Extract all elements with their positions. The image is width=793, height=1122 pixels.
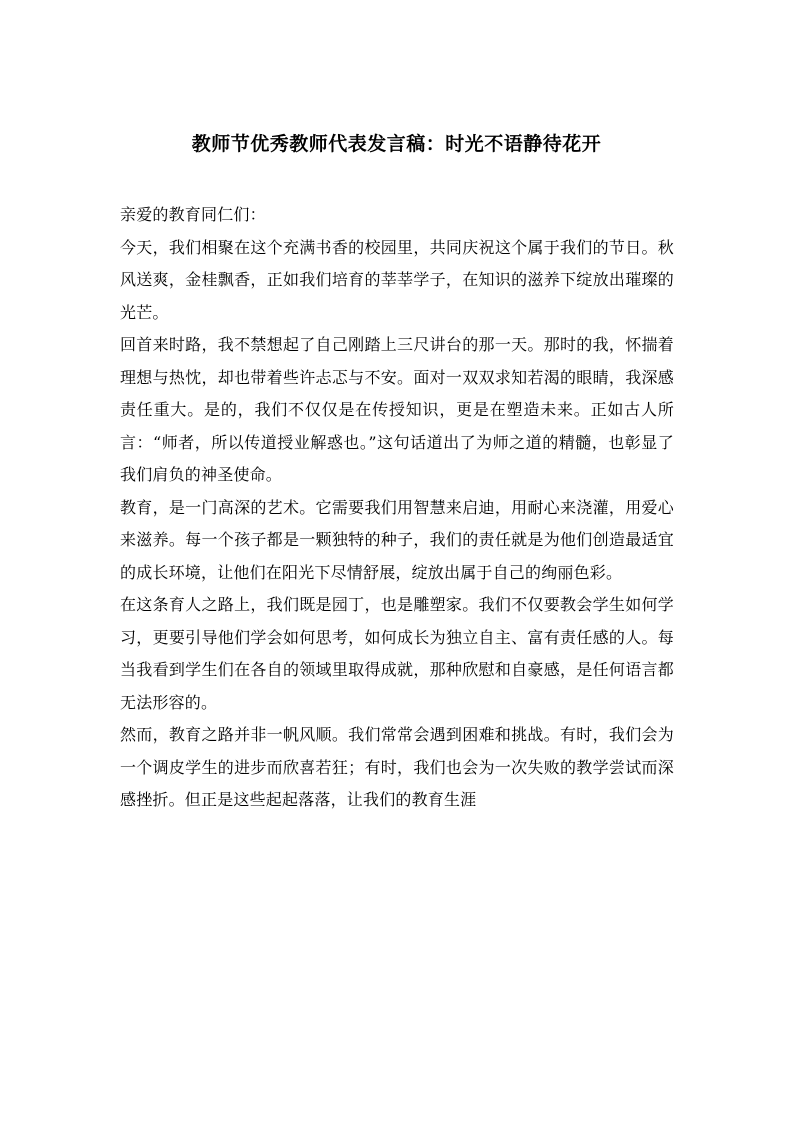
paragraph: 今天，我们相聚在这个充满书香的校园里，共同庆祝这个属于我们的节日。秋风送爽，金桂飘香，正如我们培育的莘莘学子，在知识的滋养下绽放出璀璨的光芒。 xyxy=(120,237,674,322)
document-title: 教师节优秀教师代表发言稿：时光不语静待花开 xyxy=(191,133,602,155)
paragraph: 教育，是一门高深的艺术。它需要我们用智慧来启迪，用耐心来浇灌，用爱心来滋养。每一个孩子都是一颗独特的种子，我们的责任就是为他们创造最适宜的成长环境，让他们在阳光下尽情舒展，绽放出属于自己的绚丽色彩。 xyxy=(120,497,674,582)
paragraph: 在这条育人之路上，我们既是园丁，也是雕塑家。我们不仅要教会学生如何学习，更要引导他们学会如何思考，如何成长为独立自主、富有责任感的人。每当我看到学生们在各自的领域里取得成就，那种欣慰和自豪感，是任何语言都无法形容的。 xyxy=(120,595,674,712)
salutation: 亲爱的教育同仁们： xyxy=(120,205,266,224)
paragraph: 回首来时路，我不禁想起了自己刚踏上三尺讲台的那一天。那时的我，怀揣着理想与热忱，却也带着些许忐忑与不安。面对一双双求知若渴的眼睛，我深感责任重大。是的，我们不仅仅是在传授知识，更是在塑造未来。正如古人所言：“师者，所以传道授业解惑也。”这句话道出了为师之道的精髓，也彰显了我们肩负的神圣使命。 xyxy=(120,335,674,484)
document-body xyxy=(120,199,674,817)
paragraph: 然而，教育之路并非一帆风顺。我们常常会遇到困难和挑战。有时，我们会为一个调皮学生的进步而欣喜若狂；有时，我们也会为一次失败的教学尝试而深感挫折。但正是这些起起落落，让我们的教育生涯 xyxy=(120,725,674,809)
